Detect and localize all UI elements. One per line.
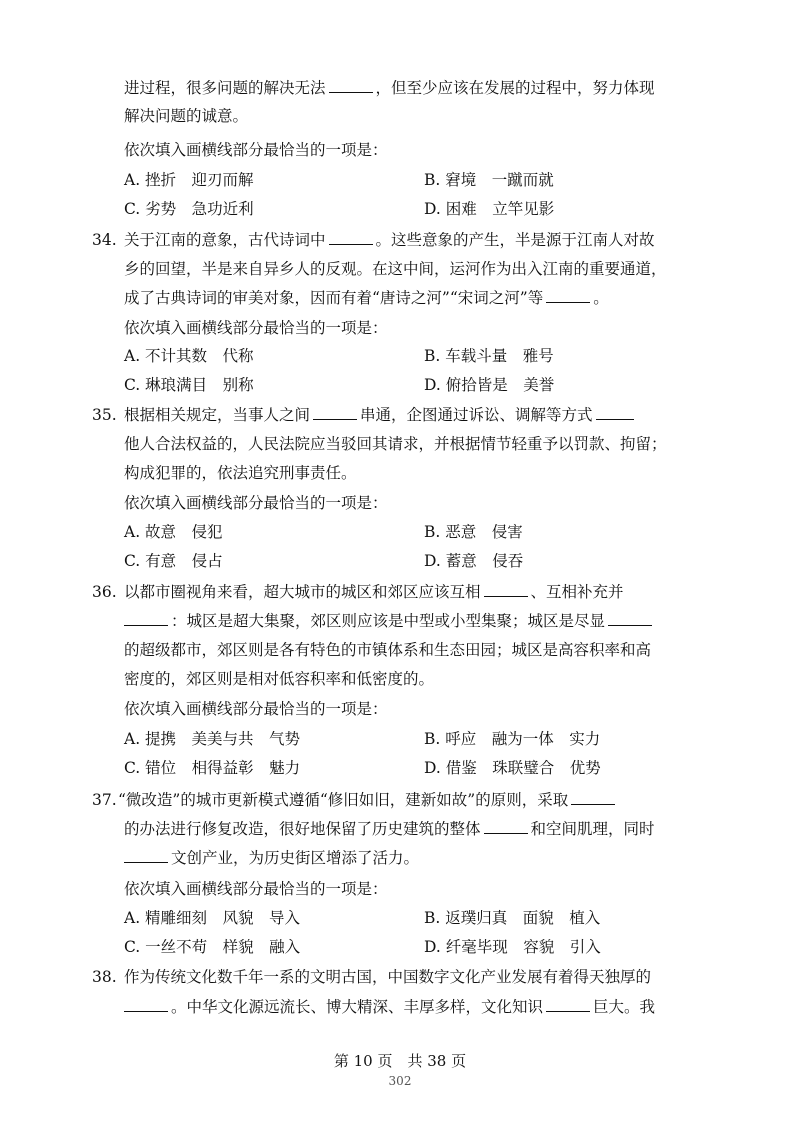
q34-prompt: 依次填入画横线部分最恰当的一项是： bbox=[124, 319, 388, 337]
answer-blank bbox=[546, 288, 590, 303]
q36-line-2 bbox=[124, 611, 655, 631]
text: 。 bbox=[593, 289, 609, 307]
q35-option-b: B. 恶意 侵害 bbox=[424, 523, 523, 541]
carry-line-2: 解决问题的诚意。 bbox=[124, 107, 249, 125]
text: 文创产业，为历史街区增添了活力。 bbox=[171, 849, 420, 867]
text: ，但至少应该在发展的过程中，努力体现 bbox=[375, 79, 655, 97]
q37-option-b: B. 返璞归真 面貌 植入 bbox=[424, 909, 601, 927]
q36-number: 36. bbox=[92, 583, 117, 601]
q37-prompt: 依次填入画横线部分最恰当的一项是： bbox=[124, 880, 388, 898]
q34-line-3 bbox=[124, 288, 609, 308]
carry-prompt: 依次填入画横线部分最恰当的一项是： bbox=[124, 141, 388, 159]
text: 和空间肌理，同时 bbox=[530, 820, 655, 838]
text: 的办法进行修复改造，很好地保留了历史建筑的整体 bbox=[124, 820, 481, 838]
q35-number: 35. bbox=[92, 406, 117, 424]
answer-blank bbox=[124, 611, 168, 626]
q36-option-b: B. 呼应 融为一体 实力 bbox=[424, 730, 601, 748]
text: 进过程，很多问题的解决无法 bbox=[124, 79, 326, 97]
text: 。中华文化源远流长、博大精深、丰厚多样，文化知识 bbox=[171, 998, 544, 1016]
answer-blank bbox=[329, 230, 373, 245]
q36-option-c: C. 错位 相得益彰 魅力 bbox=[124, 759, 301, 777]
text: 、互相补充并 bbox=[530, 583, 624, 601]
carry-option-b: B. 窘境 一蹴而就 bbox=[424, 171, 554, 189]
q34-option-a: A. 不计其数 代称 bbox=[124, 347, 254, 365]
q38-line-1: 作为传统文化数千年一系的文明古国，中国数字文化产业发展有着得天独厚的 bbox=[124, 968, 652, 986]
answer-blank bbox=[571, 790, 615, 805]
answer-blank bbox=[484, 819, 528, 834]
carry-option-d: D. 困难 立竿见影 bbox=[424, 200, 555, 218]
q34-number: 34. bbox=[92, 231, 117, 249]
q35-prompt: 依次填入画横线部分最恰当的一项是： bbox=[124, 494, 388, 512]
text: 成了古典诗词的审美对象，因而有着“唐诗之河”“宋词之河”等 bbox=[124, 289, 544, 307]
q38-line-2 bbox=[124, 997, 655, 1017]
q36-line-3: 的超级都市，郊区则是各有特色的市镇体系和生态田园；城区是高容积率和高 bbox=[124, 641, 652, 659]
q37-option-d: D. 纤毫毕现 容貌 引入 bbox=[424, 938, 601, 956]
text: 关于江南的意象，古代诗词中 bbox=[124, 231, 326, 249]
answer-blank bbox=[608, 611, 652, 626]
q35-option-c: C. 有意 侵占 bbox=[124, 552, 223, 570]
answer-blank bbox=[546, 997, 590, 1012]
text: 以都市圈视角来看，超大城市的城区和郊区应该互相 bbox=[124, 583, 481, 601]
q38-number: 38. bbox=[92, 968, 117, 986]
q35-line-3: 构成犯罪的，依法追究刑事责任。 bbox=[124, 464, 357, 482]
answer-blank bbox=[484, 582, 528, 597]
text: 。这些意象的产生，半是源于江南人对故 bbox=[375, 231, 655, 249]
q36-option-a: A. 提携 美美与共 气势 bbox=[124, 730, 301, 748]
carry-option-a: A. 挫折 迎刃而解 bbox=[124, 171, 254, 189]
answer-blank bbox=[124, 997, 168, 1012]
q37-option-c: C. 一丝不苟 样貌 融入 bbox=[124, 938, 301, 956]
q35-option-d: D. 蓄意 侵吞 bbox=[424, 552, 524, 570]
carry-option-c: C. 劣势 急功近利 bbox=[124, 200, 254, 218]
q37-option-a: A. 精雕细刻 风貌 导入 bbox=[124, 909, 301, 927]
answer-blank bbox=[313, 405, 357, 420]
text: 串通，企图通过诉讼、调解等方式 bbox=[360, 406, 593, 424]
q37-line-3 bbox=[124, 848, 419, 868]
text: “微改造”的城市更新模式遵循“修旧如旧，建新如故”的原则，采取 bbox=[118, 791, 569, 809]
q36-prompt: 依次填入画横线部分最恰当的一项是： bbox=[124, 700, 388, 718]
q35-line-2: 他人合法权益的，人民法院应当驳回其请求，并根据情节轻重予以罚款、拘留； bbox=[124, 435, 667, 453]
q34-option-d: D. 俯拾皆是 美誉 bbox=[424, 376, 555, 394]
q36-line-1 bbox=[124, 582, 624, 602]
q36-line-4: 密度的，郊区则是相对低容积率和低密度的。 bbox=[124, 670, 435, 688]
q34-line-1 bbox=[124, 230, 655, 250]
text: 巨大。我 bbox=[593, 998, 656, 1016]
page-footer-label: 第 10 页 共 38 页 bbox=[333, 1052, 467, 1070]
q37-line-1 bbox=[118, 790, 618, 810]
q35-option-a: A. 故意 侵犯 bbox=[124, 523, 223, 541]
carry-line-1 bbox=[124, 78, 655, 98]
q35-line-1 bbox=[124, 405, 637, 425]
text: ：城区是超大集聚，郊区则应该是中型或小型集聚；城区是尽显 bbox=[171, 612, 606, 630]
text: 根据相关规定，当事人之间 bbox=[124, 406, 311, 424]
answer-blank bbox=[329, 78, 373, 93]
page-number: 302 bbox=[388, 1074, 412, 1088]
q34-option-b: B. 车载斗量 雅号 bbox=[424, 347, 554, 365]
q36-option-d: D. 借鉴 珠联璧合 优势 bbox=[424, 759, 601, 777]
q37-line-2 bbox=[124, 819, 655, 839]
q37-number: 37. bbox=[92, 791, 117, 809]
answer-blank bbox=[596, 405, 634, 420]
answer-blank bbox=[124, 848, 168, 863]
q34-line-2: 乡的回望，半是来自异乡人的反观。在这中间，运河作为出入江南的重要通道， bbox=[124, 260, 667, 278]
q34-option-c: C. 琳琅满目 别称 bbox=[124, 376, 254, 394]
